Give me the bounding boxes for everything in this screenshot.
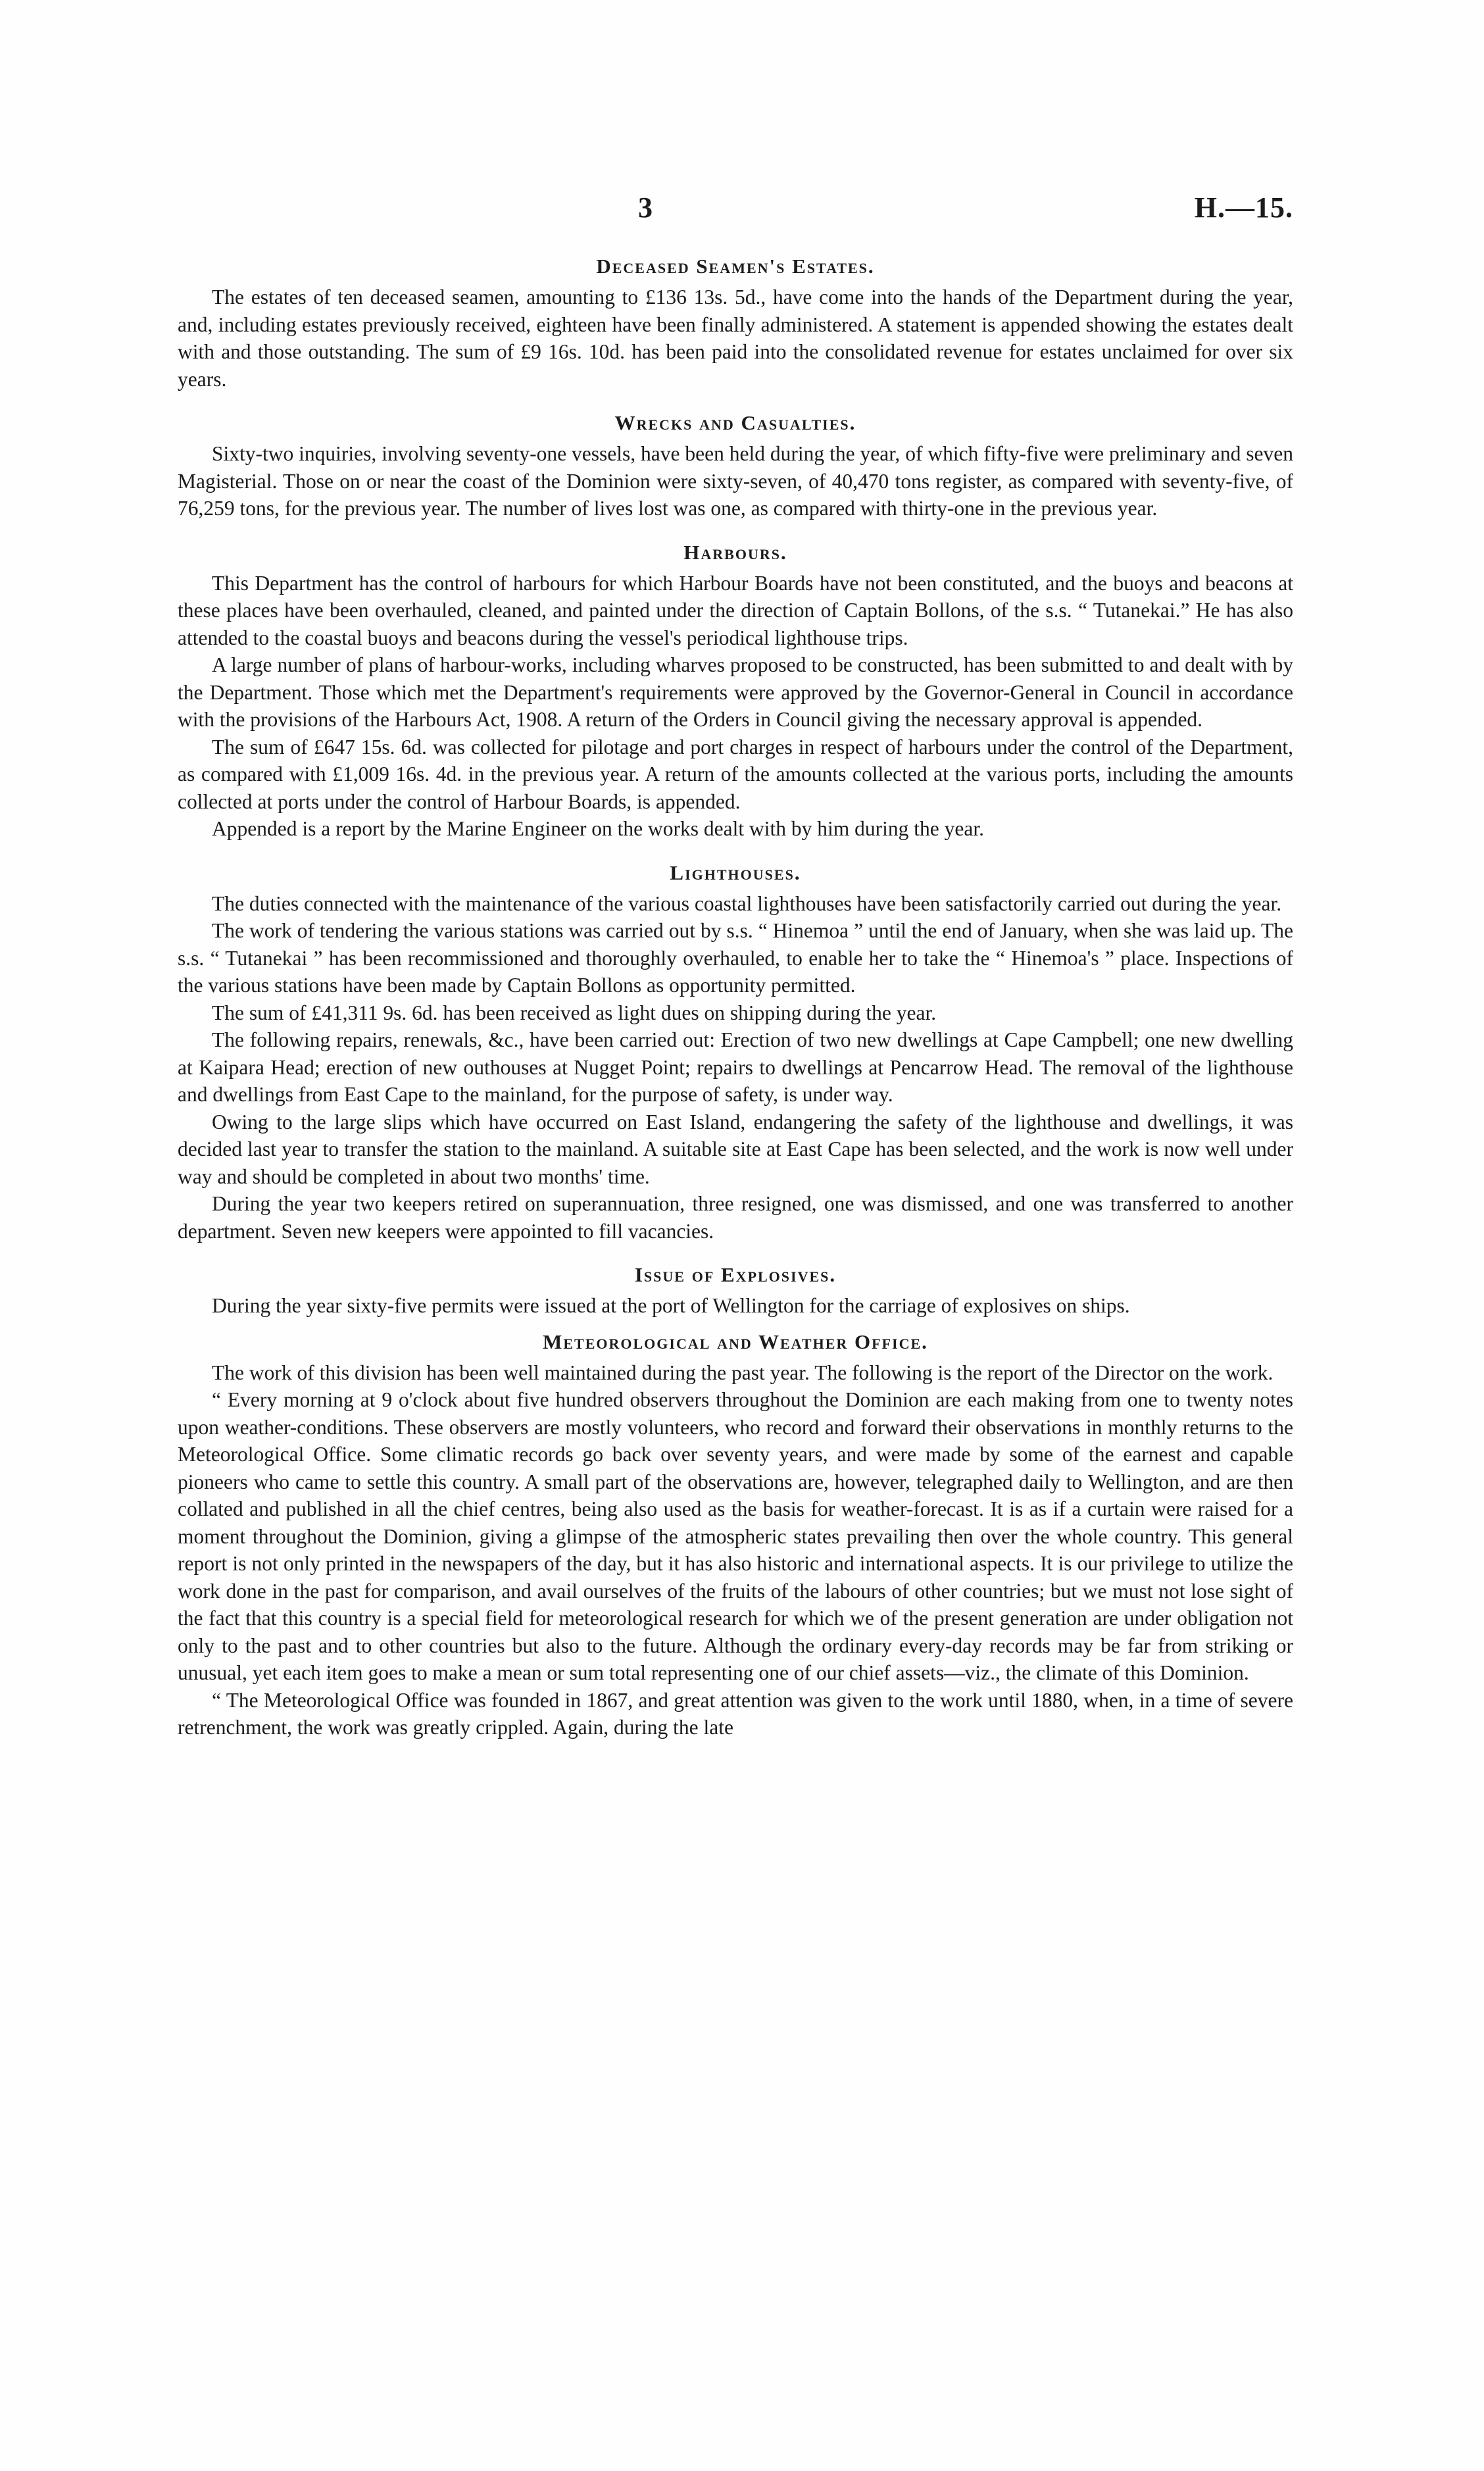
document-reference: H.—15. <box>1194 191 1293 224</box>
section-heading: Deceased Seamen's Estates. <box>596 255 875 278</box>
section-heading: Issue of Explosives. <box>634 1263 837 1286</box>
paragraph: The sum of £41,311 9s. 6d. has been received as light dues on shipping during the year. <box>212 1001 937 1024</box>
paragraph: “ Every morning at 9 o'clock about five hundred observers throughout the Dominion are each making from one to twenty notes upon weather-conditions. These observers are mostly volunteers, who record and forward their observations in monthly returns to the Meteorological Office. Some climatic records go back over seventy years, and were made by some of the earnest and capable pioneers who came to settle this country. A small part of the observations are, however, telegraphed daily to Wellington, and are then collated and published in all the chief centres, being also used as the basis for weather-forecast. It is as if a curtain were raised for a moment throughout the Dominion, giving a glimpse of the atmospheric states prevailing then over the whole country. This general report is not only printed in the newspapers of the day, but it has also historic and international aspects. It is our privilege to utilize the work done in the past for comparison, and avail ourselves of the fruits of the labours of other countries; but we must not lose sight of the fact that this country is a special field for meteorological research for which we of the present generation are under obligation not only to the past and to other countries but also to the future. Although the ordinary every-day records may be far from striking or unusual, yet each item goes to make a mean or sum total representing one of our chief assets—viz., the climate of this Dominion. <box>178 1388 1293 1684</box>
section-issue-of-explosives <box>178 1262 1293 1320</box>
paragraph: The sum of £647 15s. 6d. was collected for pilotage and port charges in respect of harbours under the control of the Department, as compared with £1,009 16s. 4d. in the previous year. A return of the amounts collected at the various ports, including the amounts collected at ports under the control of Harbour Boards, is appended. <box>178 735 1293 813</box>
paragraph: Owing to the large slips which have occurred on East Island, endangering the safety of the lighthouse and dwellings, it was decided last year to transfer the station to the mainland. A suitable site at East Cape has been selected, and the work is now well under way and should be completed in about two months' time. <box>178 1110 1293 1188</box>
document-body <box>178 253 1293 1741</box>
page-number: 3 <box>638 191 653 224</box>
section-heading: Wrecks and Casualties. <box>614 411 856 434</box>
section-heading: Harbours. <box>683 540 787 564</box>
paragraph: The following repairs, renewals, &c., have been carried out: Erection of two new dwellings at Cape Campbell; one new dwelling at Kaipara Head; erection of new outhouses at Nugget Point; repairs to dwellings at Pencarrow Head. The removal of the lighthouse and dwellings from East Cape to the mainland, for the purpose of safety, is under way. <box>178 1028 1293 1106</box>
section-harbours <box>178 539 1293 843</box>
section-heading: Lighthouses. <box>670 861 801 884</box>
section-wrecks-and-casualties <box>178 410 1293 522</box>
section-lighthouses <box>178 860 1293 1245</box>
paragraph: This Department has the control of harbours for which Harbour Boards have not been constituted, and the buoys and beacons at these places have been overhauled, cleaned, and painted under the direction of Captain Bollons, of the s.s. “ Tutanekai.” He has also attended to the coastal buoys and beacons during the vessel's periodical lighthouse trips. <box>178 571 1293 649</box>
paragraph: During the year two keepers retired on superannuation, three resigned, one was dismissed, and one was transferred to another department. Seven new keepers were appointed to fill vacancies. <box>178 1192 1293 1243</box>
paragraph: “ The Meteorological Office was founded in 1867, and great attention was given to the work until 1880, when, in a time of severe retrenchment, the work was greatly crippled. Again, during the late <box>178 1688 1293 1739</box>
paragraph: Appended is a report by the Marine Engineer on the works dealt with by him during the year. <box>212 817 984 840</box>
section-meteorological-and-weather-office <box>178 1329 1293 1741</box>
paragraph: The work of this division has been well maintained during the past year. The following is the report of the Director on the work. <box>212 1360 1274 1384</box>
paragraph: A large number of plans of harbour-works, including wharves proposed to be constructed, has been submitted to and dealt with by the Department. Those which met the Department's requirements were approved by the Governor-General in Council in accordance with the provisions of the Harbours Act, 1908. A return of the Orders in Council giving the necessary approval is appended. <box>178 653 1293 731</box>
page-header <box>178 191 1293 230</box>
section-heading: Meteorological and Weather Office. <box>543 1330 928 1353</box>
paragraph: The work of tendering the various stations was carried out by s.s. “ Hinemoa ” until the end of January, when she was laid up. The s.s. “ Tutanekai ” has been recommissioned and thoroughly overhauled, to enable her to take the “ Hinemoa's ” place. Inspections of the various stations have been made by Captain Bollons as opportunity permitted. <box>178 919 1293 997</box>
paragraph: The duties connected with the maintenance of the various coastal lighthouses have been satisfactorily carried out during the year. <box>212 891 1282 915</box>
paragraph: The estates of ten deceased seamen, amounting to £136 13s. 5d., have come into the hands of the Department during the year, and, including estates previously received, eighteen have been finally administered. A statement is appended showing the estates dealt with and those outstanding. The sum of £9 16s. 10d. has been paid into the consolidated revenue for estates unclaimed for over six years. <box>178 286 1293 391</box>
paragraph: During the year sixty-five permits were issued at the port of Wellington for the carriage of explosives on ships. <box>212 1294 1130 1317</box>
section-deceased-seamens-estates <box>178 253 1293 393</box>
paragraph: Sixty-two inquiries, involving seventy-one vessels, have been held during the year, of which fifty-five were preliminary and seven Magisterial. Those on or near the coast of the Dominion were sixty-seven, of 40,470 tons register, as compared with seventy-five, of 76,259 tons, for the previous year. The number of lives lost was one, as compared with thirty-one in the previous year. <box>178 442 1293 520</box>
